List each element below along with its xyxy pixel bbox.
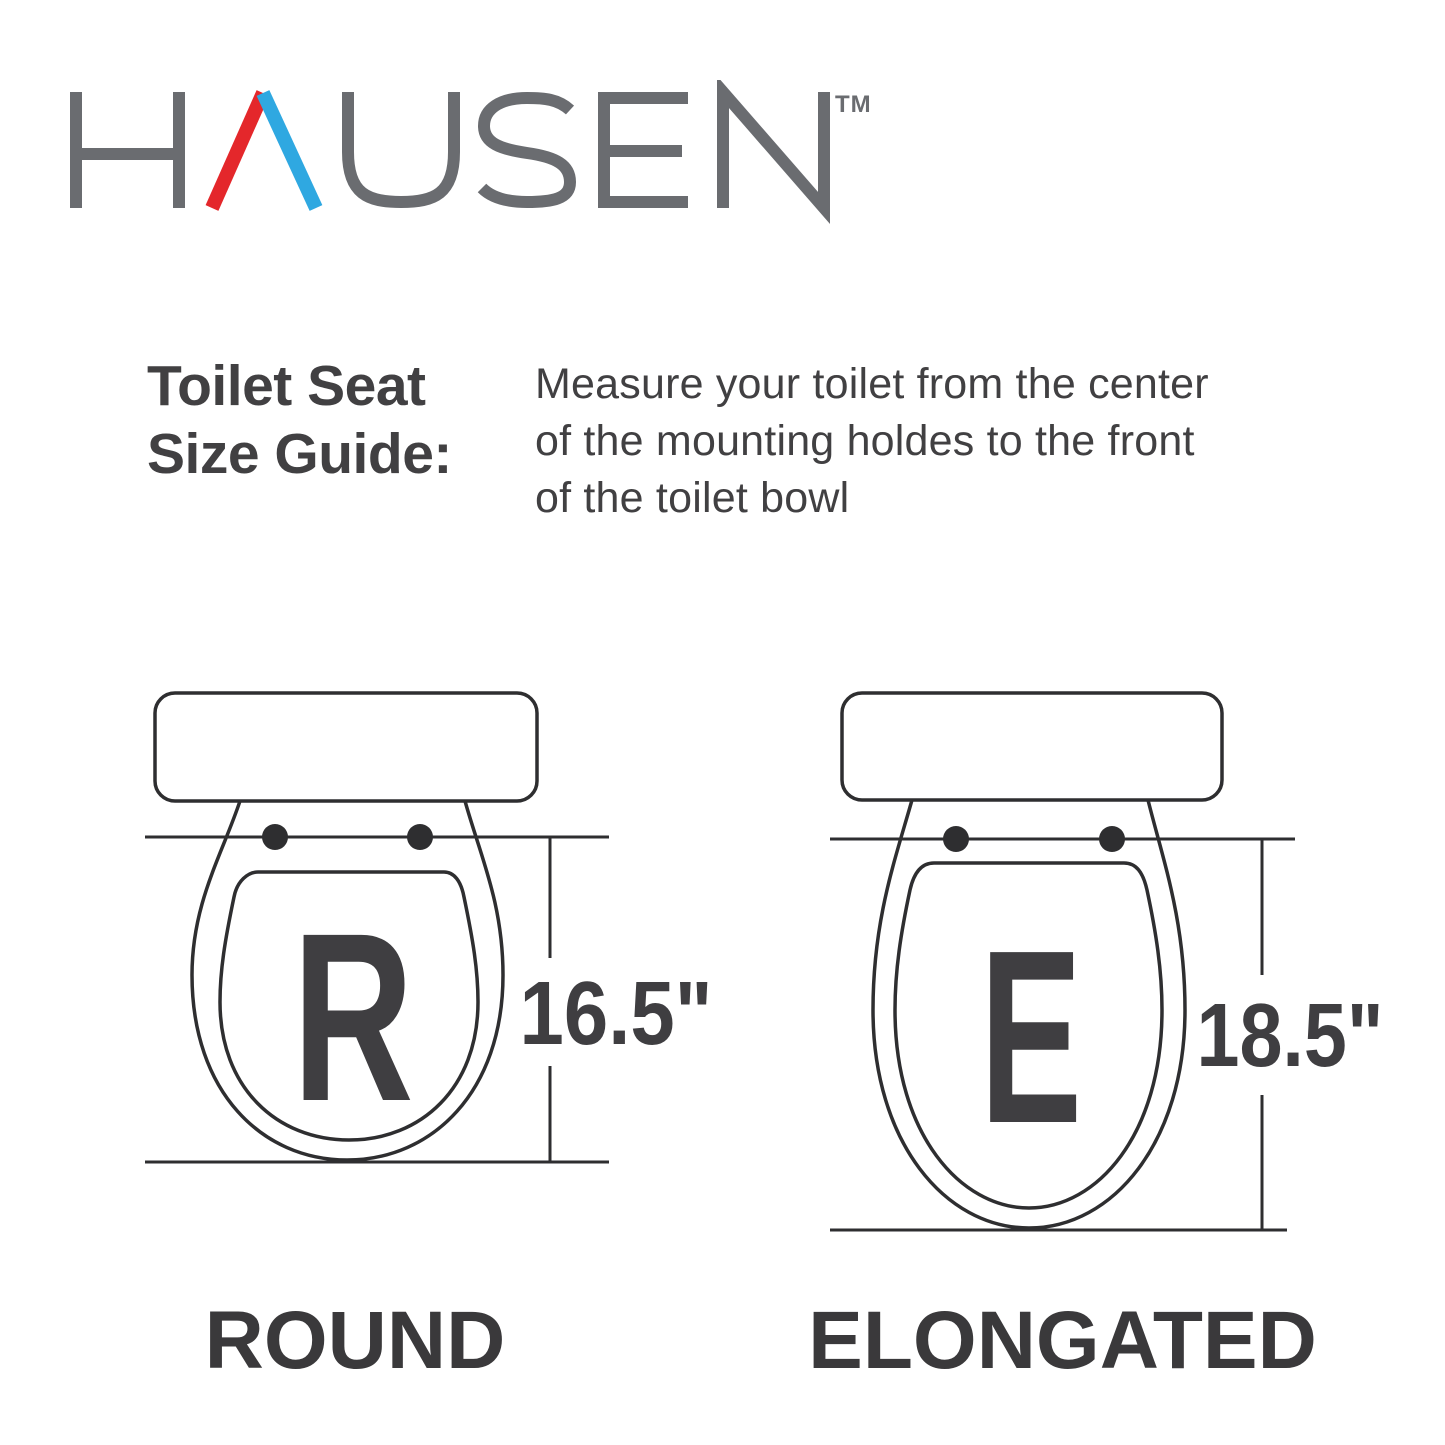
elongated-label: ELONGATED <box>808 1295 1317 1386</box>
round-letter-r: R <box>292 882 414 1151</box>
logo-letter-e <box>598 98 688 202</box>
logo-letter-u <box>348 92 454 202</box>
instruction-line2: of the mounting holdes to the front <box>535 417 1195 465</box>
logo-letter-n <box>723 92 824 208</box>
logo-letter-h <box>70 92 185 208</box>
elongated-measurement-value: 18.5" <box>1196 986 1384 1086</box>
page-title <box>147 352 452 488</box>
round-measurement-value: 16.5" <box>519 964 713 1064</box>
elongated-tank-outline <box>842 693 1222 800</box>
instruction-line3: of the toilet bowl <box>535 474 850 522</box>
elongated-letter-e: E <box>979 898 1083 1175</box>
page-title-line2: Size Guide: <box>147 422 452 486</box>
logo-a-red-stroke <box>212 93 263 208</box>
elongated-toilet-diagram <box>790 680 1430 1250</box>
logo-letter-s <box>482 98 570 202</box>
round-label: ROUND <box>204 1295 506 1386</box>
round-tank-outline <box>155 693 537 801</box>
page-title-line1: Toilet Seat <box>147 354 426 418</box>
instruction-line1: Measure your toilet from the center <box>535 360 1209 408</box>
measure-instructions <box>535 356 1209 527</box>
logo-trademark: TM <box>835 91 872 118</box>
hausen-logo <box>60 80 900 230</box>
logo-a-blue-stroke <box>263 93 316 208</box>
logo-letter-a <box>212 93 316 208</box>
round-toilet-diagram <box>130 680 750 1180</box>
